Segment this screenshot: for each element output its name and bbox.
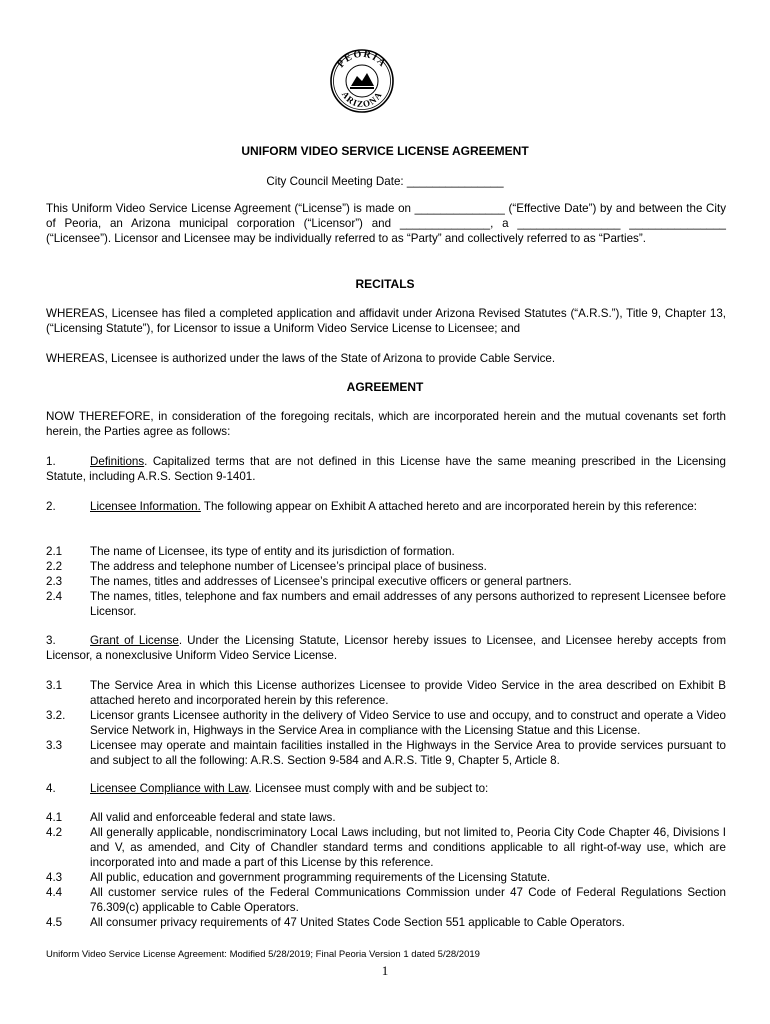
document-title: UNIFORM VIDEO SERVICE LICENSE AGREEMENT [241,144,529,158]
item-number: 4.1 [46,811,63,824]
item-text: The names, titles and addresses of Licensee’s principal executive officers or general partners. [90,575,572,588]
item-text: All consumer privacy requirements of 47 United States Code Section 551 applicable to Cable Operators. [90,916,625,929]
item-number: 3.3 [46,739,63,752]
section-text: The following appear on Exhibit A attached hereto and are incorporated herein by this reference: [200,500,697,513]
page-footer: Uniform Video Service License Agreement: Modified 5/28/2019; Final Peoria Version 1 dated 5/28/2019 [46,949,480,960]
item-number: 4.5 [46,916,63,929]
item-number: 4.3 [46,871,63,884]
section-text: . Licensee must comply with and be subject to: [248,782,489,795]
section-heading: Grant of License [90,634,179,647]
list-item [46,885,726,915]
item-text: Licensor grants Licensee authority in the delivery of Video Service to use and occupy, and to construct and operate a Video Service Network in, Highways in the Service Area in compliance with the Licensing Statue and this License. [90,709,726,737]
item-text: The Service Area in which this License authorizes Licensee to provide Video Service in the area described on Exhibit B attached hereto and incorporated herein by this reference. [90,679,726,707]
item-text: The names, titles, telephone and fax numbers and email addresses of any persons authorized to represent Licensee before Licensor. [90,590,726,618]
list-item [46,810,726,825]
svg-text:ARIZONA [340,89,384,109]
section-3-list [46,678,726,768]
list-item [46,870,726,885]
list-item [46,544,726,559]
seal-top-text: PEORIA [335,48,389,70]
agreement-heading: AGREEMENT [346,380,424,394]
item-number: 3.2. [46,709,66,722]
seal-bottom-text: ARIZONA [339,89,385,110]
item-text: All generally applicable, nondiscriminatory Local Laws including, but not limited to, Peoria City Code Chapter 46, Divisions I and V, as amended, and City of Chandler standard terms and conditions applicable to all right-of-way use, which are incorporated into and made a part of this License by this reference. [90,826,726,869]
section-number: 4. [46,782,56,795]
list-item [46,678,726,708]
item-text: The name of Licensee, its type of entity and its jurisdiction of formation. [90,545,455,558]
section-heading: Licensee Compliance with Law [90,782,249,795]
city-seal-logo [329,48,395,114]
section-text: . Under the Licensing Statute, Licensor hereby issues to Licensee, and Licensee hereby accepts from Licensor, a nonexclusive Uniform Video Service License. [46,634,726,662]
item-number: 2.3 [46,575,63,588]
item-text: The address and telephone number of Licensee’s principal place of business. [90,560,487,573]
section-4-list [46,810,726,930]
list-item [46,589,726,619]
section-heading: Licensee Information. [90,500,201,513]
list-item [46,574,726,589]
item-number: 2.1 [46,545,63,558]
section-2-list [46,544,726,619]
section-number: 2. [46,500,56,513]
item-text: All customer service rules of the Federal Communications Commission under 47 Code of Federal Regulations Section 76.309(c) applicable to Cable Operators. [90,886,726,914]
intro-paragraph: This Uniform Video Service License Agreement (“License”) is made on ______________ (“Effective Date”) by and between the City of Peoria, an Arizona municipal corporation (“Licensor”) and ______________, a ________________ _______________ (“Licensee”). Licensor and Licensee may be individually referred to as “Party” and collectively referred to as “Parties”. [46,202,726,245]
section-3-paragraph [46,633,726,663]
list-item [46,825,726,870]
item-number: 2.2 [46,560,63,573]
recitals-heading: RECITALS [355,277,415,291]
item-text: Licensee may operate and maintain facilities installed in the Highways in the Service Area to provide services pursuant to and subject to all the following: A.R.S. Section 9-584 and A.R.S. Title 9, Chapter 5, Article 8. [90,739,726,767]
item-text: All public, education and government programming requirements of the Licensing Statute. [90,871,551,884]
list-item [46,738,726,768]
section-2-paragraph [46,499,726,514]
item-text: All valid and enforceable federal and state laws. [90,811,336,824]
page-number: 1 [381,963,389,978]
item-number: 4.4 [46,886,63,899]
item-number: 4.2 [46,826,63,839]
item-number: 2.4 [46,590,63,603]
section-number: 1. [46,455,56,468]
list-item [46,915,726,930]
section-heading: Definitions [90,455,145,468]
section-4-paragraph [46,781,726,796]
list-item [46,708,726,738]
meeting-date-line: City Council Meeting Date: _______________ [266,175,504,188]
whereas-paragraph-1: WHEREAS, Licensee has filed a completed application and affidavit under Arizona Revised Statutes (“A.R.S.”), Title 9, Chapter 13, (“Licensing Statute”), for Licensor to issue a Uniform Video Service License to Licensee; and [46,307,726,335]
section-text: . Capitalized terms that are not defined in this License have the same meaning prescribed in the Licensing Statute, including A.R.S. Section 9-1401. [46,455,726,483]
section-number: 3. [46,634,56,647]
whereas-paragraph-2: WHEREAS, Licensee is authorized under the laws of the State of Arizona to provide Cable Service. [46,352,556,365]
section-1-paragraph [46,454,726,484]
item-number: 3.1 [46,679,63,692]
now-therefore-paragraph: NOW THEREFORE, in consideration of the foregoing recitals, which are incorporated herein and the mutual covenants set forth herein, the Parties agree as follows: [46,410,726,438]
list-item [46,559,726,574]
